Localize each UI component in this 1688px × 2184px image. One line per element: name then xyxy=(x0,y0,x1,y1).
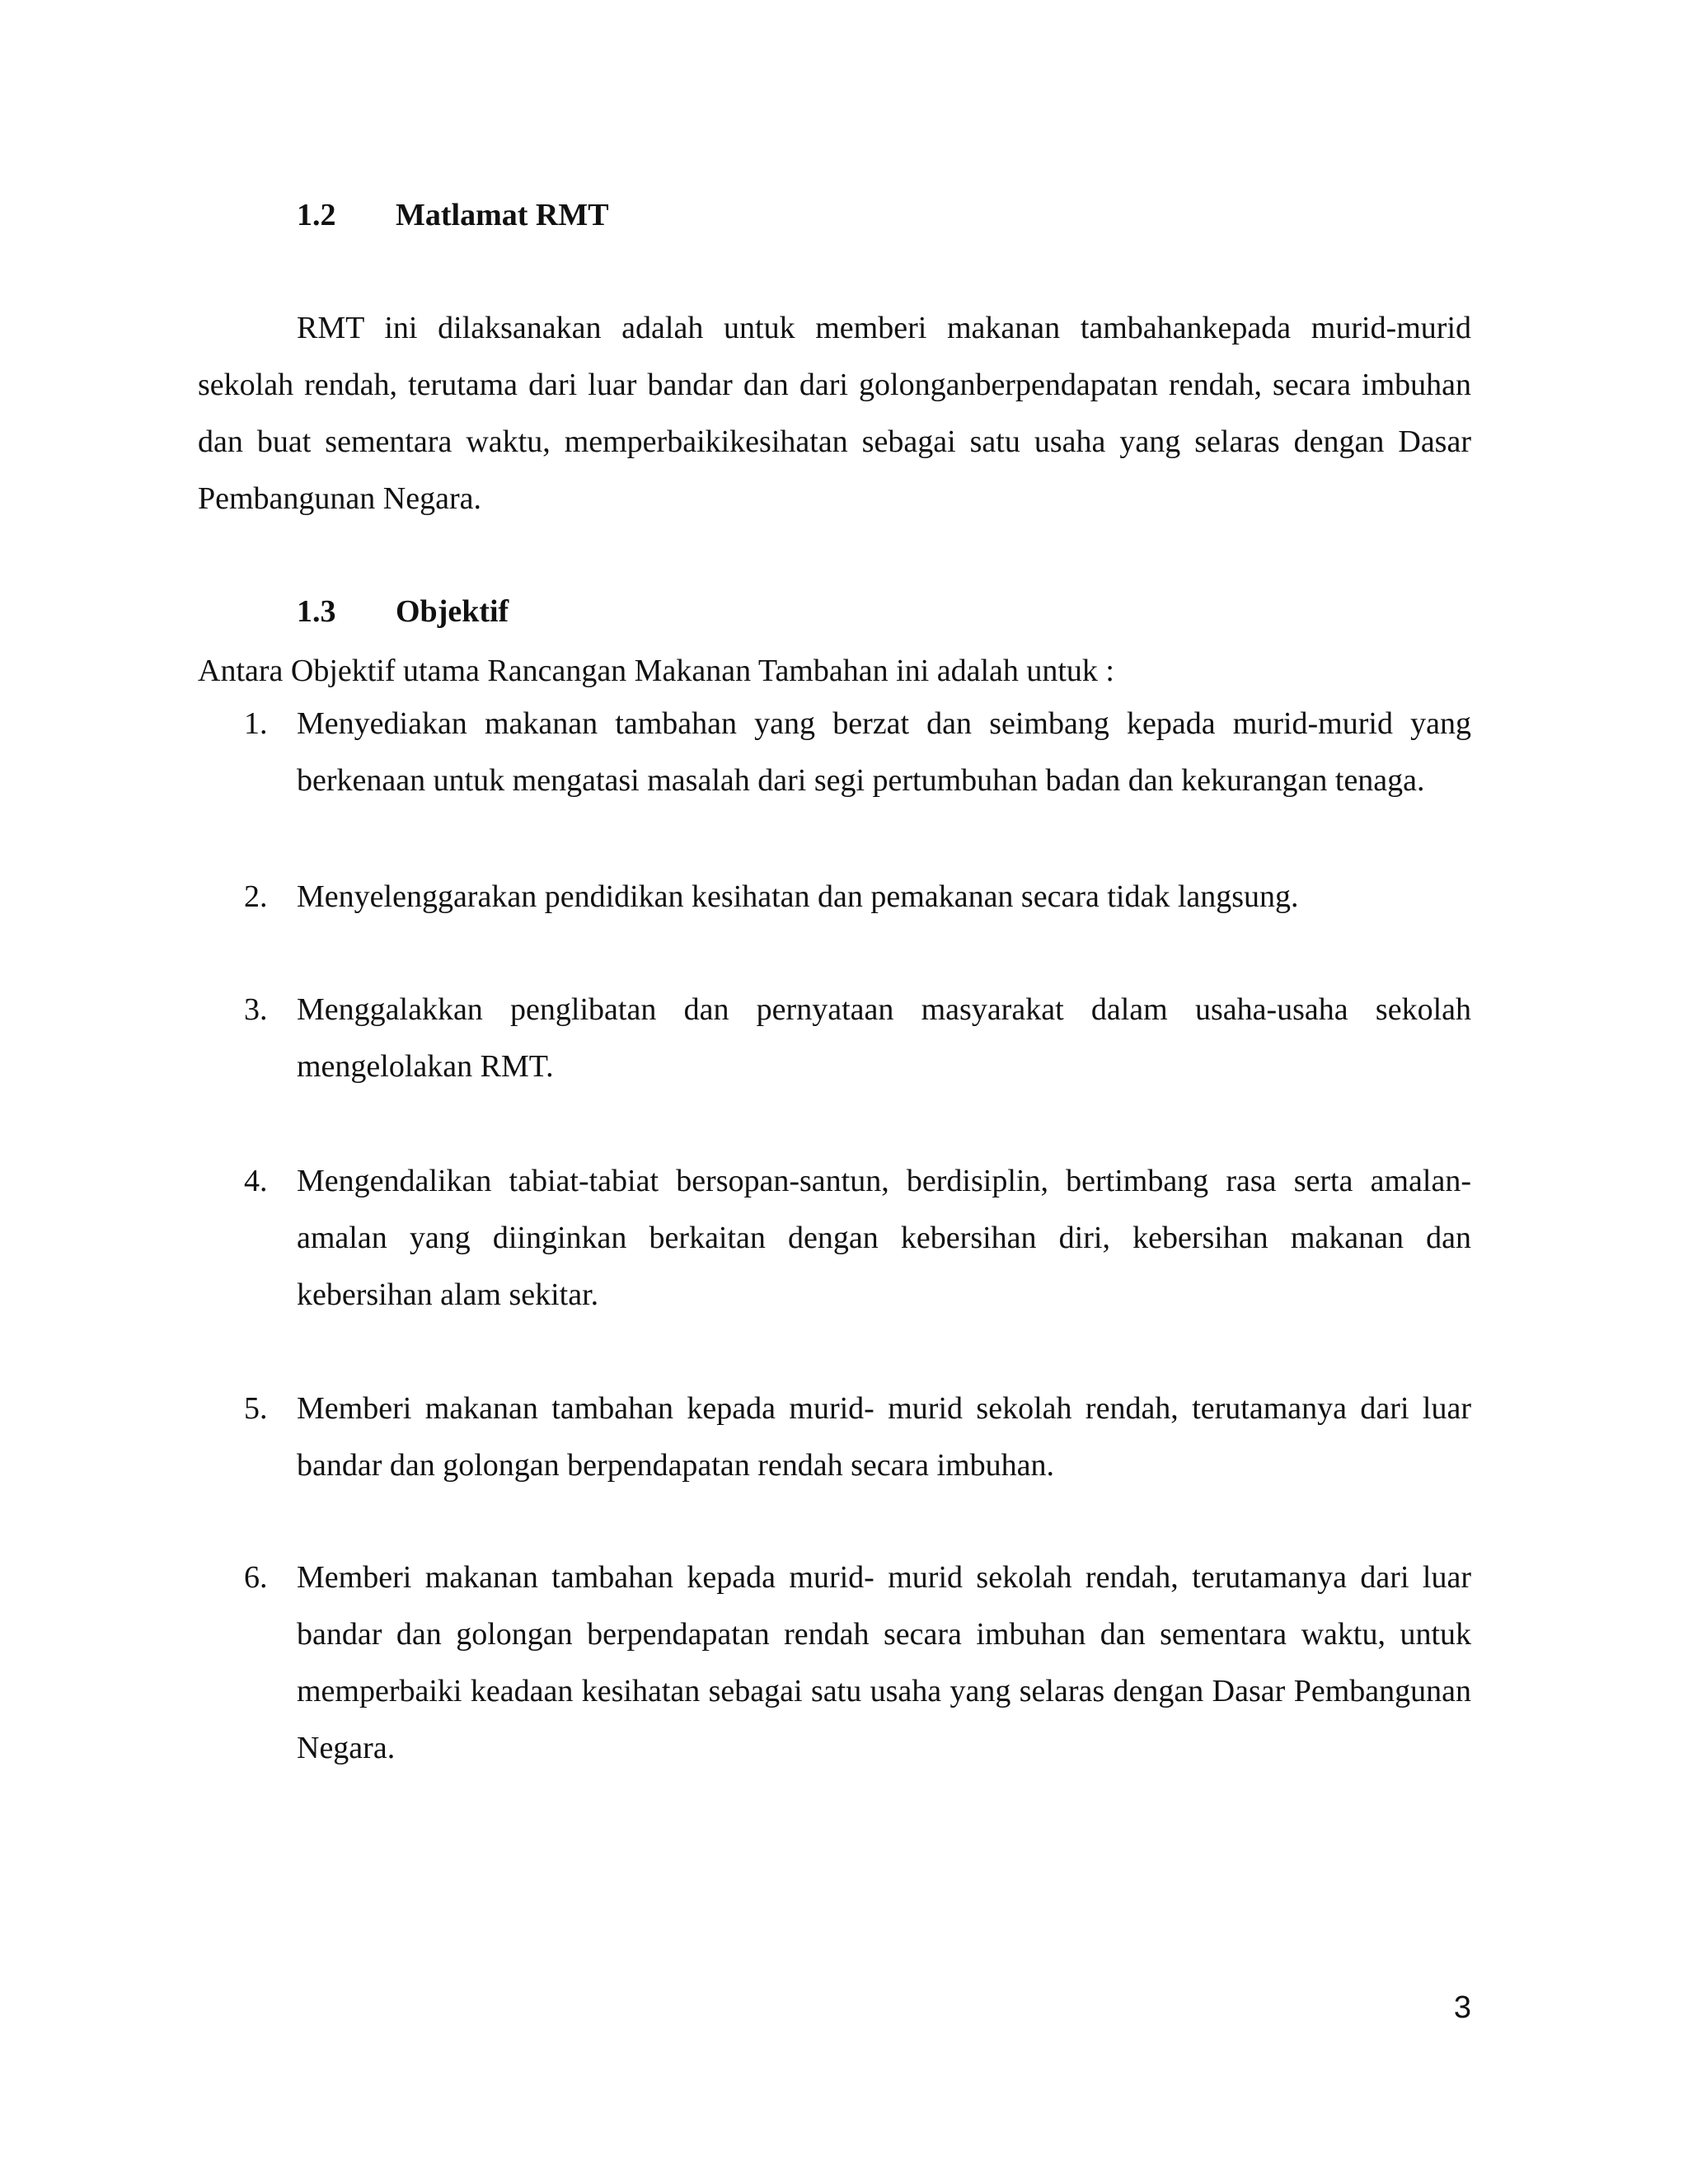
objective-item-3 xyxy=(198,982,1471,1095)
section-title: Matlamat RMT xyxy=(396,198,609,232)
list-text: Memberi makanan tambahan kepada murid- murid sekolah rendah, terutamanya dari luar bandar dan golongan berpendapatan rendah secara imbuhan dan sementara waktu, untuk memperbaiki keadaan kesihatan sebagai satu usaha yang selaras dengan Dasar Pembangunan Negara. xyxy=(297,1560,1471,1765)
section-paragraph-1-2: RMT ini dilaksanakan adalah untuk memberi makanan tambahankepada murid-murid sekolah rendah, terutama dari luar bandar dan dari golonganberpendapatan rendah, secara imbuhan dan buat sementara waktu, memperbaikikesihatan sebagai satu usaha yang selaras dengan Dasar Pembangunan Negara. xyxy=(198,311,1471,516)
section-number: 1.2 xyxy=(297,198,336,232)
section-title: Objektif xyxy=(396,594,509,629)
objective-item-4 xyxy=(198,1153,1471,1324)
section-number: 1.3 xyxy=(297,594,336,629)
objective-item-5 xyxy=(198,1380,1471,1494)
list-number: 5. xyxy=(244,1391,268,1426)
section-heading-1-2 xyxy=(297,195,609,235)
objectives-intro: Antara Objektif utama Rancangan Makanan Tambahan ini adalah untuk : xyxy=(198,654,1114,688)
objective-item-1 xyxy=(198,696,1471,809)
list-text: Menggalakkan penglibatan dan pernyataan masyarakat dalam usaha-usaha sekolah mengelolakan RMT. xyxy=(297,992,1471,1084)
list-number: 6. xyxy=(244,1560,268,1595)
objective-item-6 xyxy=(198,1549,1471,1777)
list-text: Mengendalikan tabiat-tabiat bersopan-santun, berdisiplin, bertimbang rasa serta amalan-amalan yang diinginkan berkaitan dengan kebersihan diri, kebersihan makanan dan kebersihan alam sekitar. xyxy=(297,1164,1471,1312)
list-text: Memberi makanan tambahan kepada murid- murid sekolah rendah, terutamanya dari luar bandar dan golongan berpendapatan rendah secara imbuhan. xyxy=(297,1391,1471,1483)
list-number: 1. xyxy=(244,706,268,741)
list-number: 3. xyxy=(244,992,268,1027)
list-text: Menyediakan makanan tambahan yang berzat dan seimbang kepada murid-murid yang berkenaan untuk mengatasi masalah dari segi pertumbuhan badan dan kekurangan tenaga. xyxy=(297,706,1471,798)
list-number: 2. xyxy=(244,879,268,914)
list-text: Menyelenggarakan pendidikan kesihatan dan pemakanan secara tidak langsung. xyxy=(297,879,1299,914)
list-number: 4. xyxy=(244,1164,268,1198)
objective-item-2 xyxy=(198,869,1471,926)
section-heading-1-3 xyxy=(297,592,509,631)
page-number: 3 xyxy=(1453,1990,1471,2025)
